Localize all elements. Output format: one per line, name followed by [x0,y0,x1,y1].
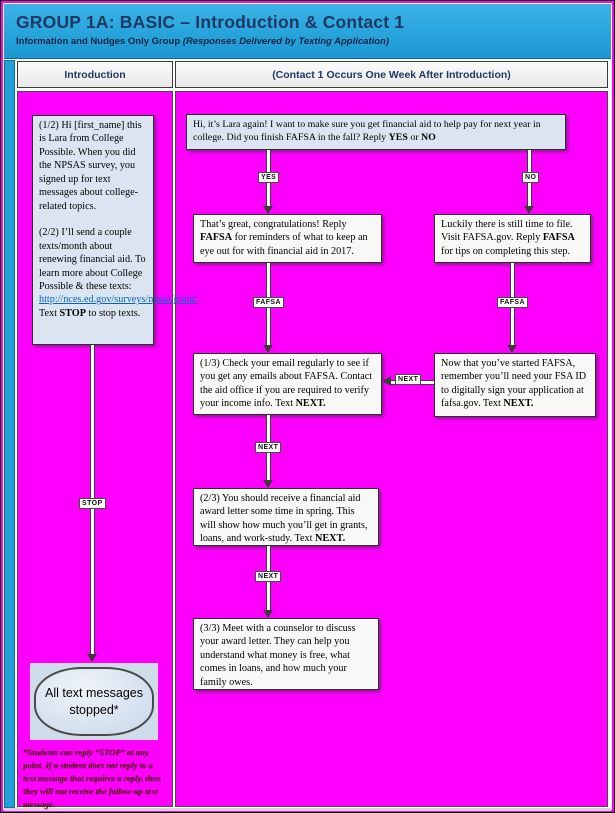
no-reply-text: Luckily there is still time to file. Visit FAFSA.gov. Reply FAFSA for tips on completing this step. [441,219,575,257]
terminator-ellipse [34,667,154,736]
counselor-text: (3/3) Meet with a counselor to discuss your award letter. They can help you understand what money is free, what comes in loans, and how much your family owes. [200,623,356,688]
fsa-id-text: Now that you’ve started FAFSA, remember you’ll need your FSA ID to digitally sign your application at fafsa.gov. Text NEXT. [441,358,587,410]
no-reply-box [434,214,591,263]
intro-message-box [32,115,200,345]
check-email-box [193,353,382,415]
arrow-label-fafsa-right: FAFSA [497,297,528,308]
arrow-label-yes: YES [258,172,279,183]
column-header-contact1 [175,61,608,88]
stop-arrowhead-icon [87,654,97,662]
no-arrowhead-icon [524,206,534,214]
award-letter-text: (2/3) You should receive a financial aid award letter some time in spring. This will show how much you’ll get in grants, loans, and work-study. Text NEXT. [200,493,368,545]
arrow-label-stop: STOP [79,498,106,509]
intro-message-part2: (2/2) I’ll send a couple texts/month about renewing financial aid. To learn more about College Possible & these texts: http://nces.ed.gov/surveys/npsas/grant/. Text STOP to stop texts. [39,227,200,319]
page-subtitle: Information and Nudges Only Group (Responses Delivered by Texting Application) [16,36,390,47]
column-header-contact1-label: (Contact 1 Occurs One Week After Introduction) [272,68,511,81]
arrow-label-next2: NEXT [255,571,281,582]
hyperlink[interactable]: http://nces.ed.gov/surveys/npsas/grant/ [39,294,198,306]
yes-reply-box [193,214,382,263]
check-email-text: (1/3) Check your email regularly to see if you get any emails about FAFSA. Contact the aid office if you are required to verify your income info. Text NEXT. [200,358,373,410]
contact1-panel [175,91,608,807]
column-header-introduction-label: Introduction [64,68,126,81]
fafsa-right-arrowhead-icon [507,345,517,353]
arrow-label-no: NO [522,172,539,183]
award-letter-box [193,488,379,546]
yes-reply-text: That’s great, congratulations! Reply FAFSA for reminders of what to keep an eye out for with financial aid in 2017. [200,219,368,257]
arrow-label-fafsa-left: FAFSA [253,297,284,308]
next-arrow2-head-icon [263,610,273,618]
header-band [4,4,611,59]
contact1-prompt-text: Hi, it’s Lara again! I want to make sure you get financial aid to help pay for next year in college. Did you finish FAFSA in the fall? Reply YES or NO [193,119,541,144]
next-horizontal-arrowhead-icon [382,376,391,386]
next-arrow1-head-icon [263,480,273,488]
terminator-label: All text messages stopped* [45,685,143,717]
page-title: GROUP 1A: BASIC – Introduction & Contact 1 [16,12,405,32]
left-accent-strip [4,60,15,808]
arrow-label-next-horizontal: NEXT [395,374,421,385]
fafsa-left-arrowhead-icon [263,345,273,353]
column-header-introduction [17,61,173,88]
fsa-id-box [434,353,596,417]
arrow-label-next1: NEXT [255,442,281,453]
counselor-box [193,618,379,690]
intro-message-part1: (1/2) Hi [first_name] this is Lara from College Possible. When you did the NPSAS survey, you signed up for text messages about college-related topics. [39,120,142,212]
yes-arrowhead-icon [263,206,273,214]
contact1-prompt-box [186,114,566,150]
footnote-text: *Students can reply “STOP” at any point. If a student does not reply to a text message that requires a reply, then they will not receive the follow-up text message. [23,747,161,809]
